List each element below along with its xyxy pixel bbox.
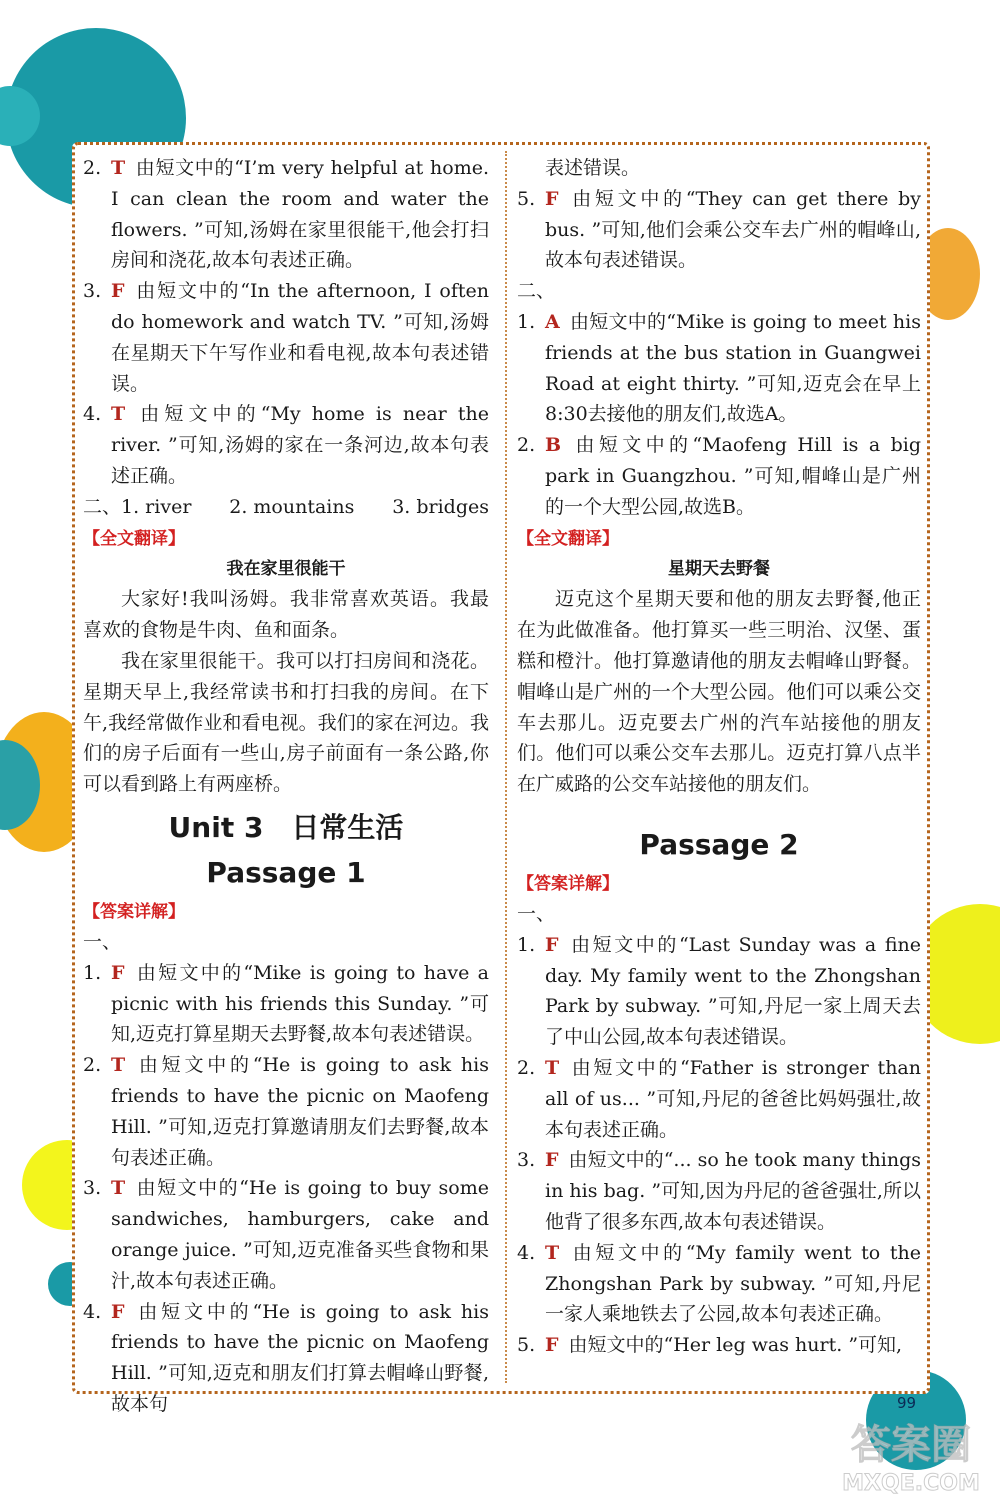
item-text: 由短文中的“Maofeng Hill is a big park in Guangzhou. ”可知,帽峰山是广州的一个大型公园,故选B。 xyxy=(545,434,921,518)
answer-letter: T xyxy=(111,157,126,179)
item-number: 2. xyxy=(83,157,102,179)
answer-letter: T xyxy=(111,1177,126,1200)
item-text: 由短文中的“Father is stronger than all of us... ”可知,丹尼的爸爸比妈妈强壮,故本句表述正确。 xyxy=(545,1056,921,1141)
answer-letter: B xyxy=(545,434,562,457)
translation-paragraph: 我在家里很能干。我可以打扫房间和浇花。星期天早上,我经常读书和打扫我的房间。在下午,我经常做作业和看电视。我们的家在河边。我们的房子后面有一些山,房子前面有一条公路,你可以看到路上有两座桥。 xyxy=(83,649,489,796)
list-item xyxy=(83,399,489,491)
item-text: 由短文中的“He is going to ask his friends to have the picnic on Maofeng Hill. ”可知,迈克和朋友们打算去帽峰山野餐,故本句 xyxy=(111,1300,489,1415)
fill-in-answers xyxy=(83,492,489,523)
item-text: 由短文中的“Last Sunday was a fine day. My family went to the Zhongshan Park by subway. ”可知,丹尼一家上周天去了中山公园,故本句表述错误。 xyxy=(545,933,921,1049)
translation-paragraph: 迈克这个星期天要和他的朋友去野餐,他正在为此做准备。他打算买一些三明治、汉堡、蛋糕和橙汁。他打算邀请他的朋友去帽峰山野餐。帽峰山是广州的一个大型公园。他们可以乘公交车去那儿。迈克要去广州的汽车站接他的朋友们。他们可以乘公交车去那儿。迈克打算八点半在广威路的公交车站接他的朋友们。 xyxy=(517,588,921,796)
word-answer: 1. river xyxy=(121,495,192,518)
answer-letter: F xyxy=(111,1300,125,1323)
section-label: 二、 xyxy=(517,280,556,303)
list-item xyxy=(517,1238,921,1330)
item-number: 3. xyxy=(83,280,102,303)
passage-title: Passage 2 xyxy=(639,827,799,861)
translation-paragraph: 大家好!我叫汤姆。我非常喜欢英语。我最喜欢的食物是牛肉、鱼和面条。 xyxy=(83,588,489,642)
answer-explanation-tag: 【答案详解】 xyxy=(517,873,619,894)
item-text: 由短文中的“He is going to buy some sandwiches, hamburgers, cake and orange juice. ”可知,迈克准备买些食物和果汁,故本句表述正确。 xyxy=(111,1177,489,1292)
section-label: 一、 xyxy=(83,930,122,953)
answer-letter: F xyxy=(545,187,559,210)
answer-letter: F xyxy=(545,933,559,956)
translation-tag: 【全文翻译】 xyxy=(83,528,185,549)
list-item xyxy=(83,958,489,1050)
item-text: 由短文中的“My home is near the river. ”可知,汤姆的家在一条河边,故本句表述正确。 xyxy=(111,403,489,487)
answer-letter: F xyxy=(545,1149,559,1172)
list-item xyxy=(517,1053,921,1145)
item-number: 2. xyxy=(517,434,536,457)
word-answer: 2. mountains xyxy=(229,495,355,518)
watermark-text: 答案圈 xyxy=(851,1422,971,1468)
item-text: 由短文中的“Mike is going to have a picnic with his friends this Sunday. ”可知,迈克打算星期天去野餐,故本句表述错误。 xyxy=(111,961,489,1046)
list-item xyxy=(517,930,921,1053)
list-item xyxy=(517,1145,921,1237)
item-text: 由短文中的“Her leg was hurt. ”可知, xyxy=(568,1334,903,1357)
watermark-url: MXQE.COM xyxy=(842,1471,980,1496)
answer-explanation-tag: 【答案详解】 xyxy=(83,901,185,922)
page-number: 99 xyxy=(897,1394,917,1412)
item-text: 由短文中的“I’m very helpful at home. I can clean the room and water the flowers. ”可知,汤姆在家里很能干,他会打扫房间和浇花,故本句表述正确。 xyxy=(111,157,489,272)
item-text: 由短文中的“They can get there by bus. ”可知,他们会乘公交车去广州的帽峰山,故本句表述错误。 xyxy=(545,187,921,272)
column-divider xyxy=(505,151,507,1383)
list-item xyxy=(517,307,921,430)
item-text: 由短文中的“Mike is going to meet his friends at the bus station in Guangwei Road at eight thirty. ”可知,迈克会在早上8:30去接他的朋友们,故选A。 xyxy=(545,310,921,426)
list-item xyxy=(83,276,489,399)
answer-letter: T xyxy=(545,1056,560,1079)
continued-text: 表述错误。 xyxy=(545,157,641,179)
passage-title: Passage 1 xyxy=(206,855,366,889)
item-number: 4. xyxy=(83,403,102,426)
translation-tag: 【全文翻译】 xyxy=(517,528,619,549)
answer-letter: T xyxy=(545,1241,560,1264)
translation-title: 星期天去野餐 xyxy=(668,558,770,579)
answer-letter: F xyxy=(545,1334,559,1357)
unit-title: Unit 3 日常生活 xyxy=(168,810,404,844)
list-item xyxy=(517,184,921,276)
item-number: 2. xyxy=(517,1056,536,1079)
list-item xyxy=(83,1050,489,1173)
answer-letter: F xyxy=(111,961,125,984)
word-answer: 3. bridges xyxy=(392,495,489,518)
item-text: 由短文中的“In the afternoon, I often do homework and watch TV. ”可知,汤姆在星期天下午写作业和看电视,故本句表述错误。 xyxy=(111,280,489,395)
list-item xyxy=(517,1330,921,1361)
list-item xyxy=(83,153,489,276)
answer-letter: T xyxy=(111,1054,126,1077)
item-number: 1. xyxy=(517,310,536,333)
answer-letter: A xyxy=(545,310,560,333)
answer-letter: F xyxy=(111,280,125,303)
answer-letter: T xyxy=(111,403,126,426)
left-column xyxy=(83,153,489,1420)
item-number: 4. xyxy=(517,1241,536,1264)
watermark-logo xyxy=(826,1410,996,1498)
item-number: 5. xyxy=(517,187,536,210)
list-item xyxy=(83,1297,489,1420)
section-label: 一、 xyxy=(517,902,556,925)
list-item xyxy=(517,430,921,522)
item-number: 2. xyxy=(83,1054,102,1077)
section-label: 二、 xyxy=(83,495,122,518)
right-column xyxy=(517,153,921,1361)
item-number: 1. xyxy=(517,933,536,956)
item-text: 由短文中的“... so he took many things in his bag. ”可知,因为丹尼的爸爸强壮,所以他背了很多东西,故本句表述错误。 xyxy=(545,1149,921,1233)
item-text: 由短文中的“My family went to the Zhongshan Park by subway. ”可知,丹尼一家人乘地铁去了公园,故本句表述正确。 xyxy=(545,1241,921,1326)
item-number: 3. xyxy=(83,1177,102,1200)
item-number: 3. xyxy=(517,1149,536,1172)
translation-title: 我在家里很能干 xyxy=(226,558,346,579)
item-number: 4. xyxy=(83,1300,102,1323)
item-text: 由短文中的“He is going to ask his friends to have the picnic on Maofeng Hill. ”可知,迈克打算邀请朋友们去野餐,故本句表述正确。 xyxy=(111,1054,489,1169)
list-item xyxy=(83,1173,489,1296)
item-number: 1. xyxy=(83,961,102,984)
item-number: 5. xyxy=(517,1334,536,1357)
